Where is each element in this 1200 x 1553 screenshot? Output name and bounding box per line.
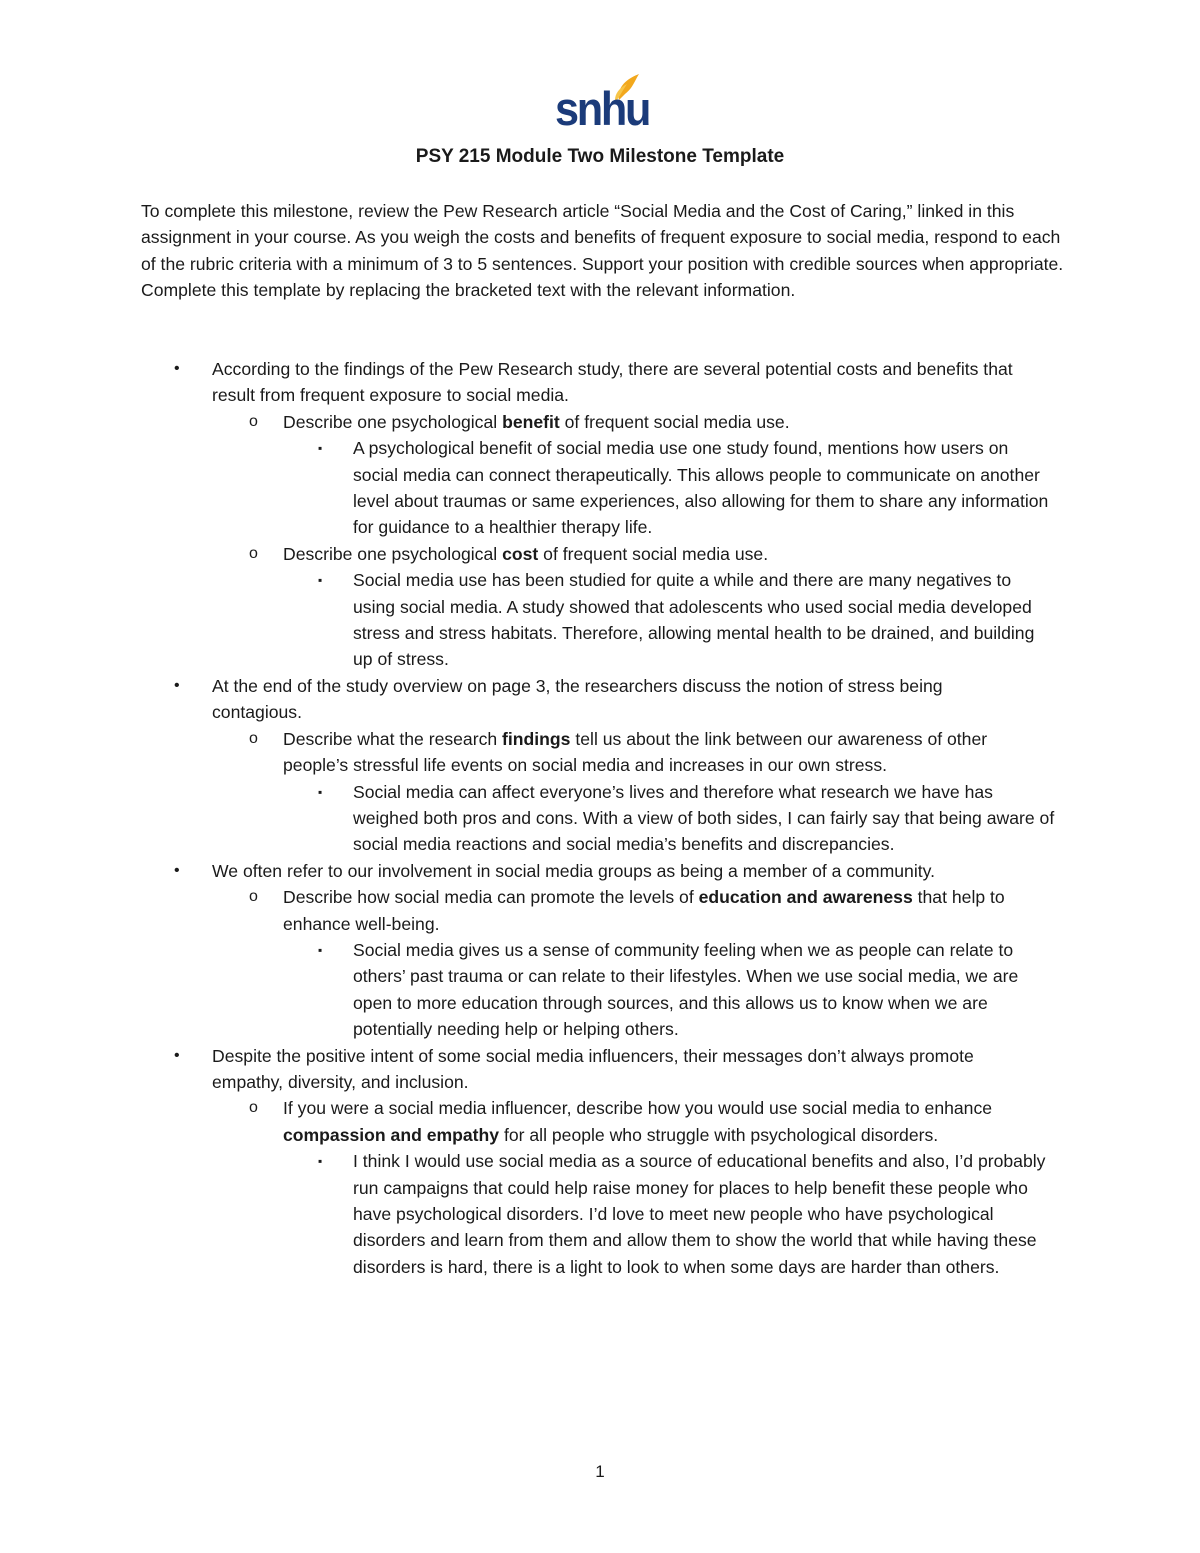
square-marker: ▪ bbox=[318, 573, 323, 588]
logo-wordmark: snhu bbox=[555, 82, 650, 135]
intro-paragraph: To complete this milestone, review the Pew Research article “Social Media and the Cost of Caring,” linked in this assignment in your course. As you weigh the costs and benefits of frequent exposure to social media, respond to each of the rubric criteria with a minimum of 3 to 5 sentences. Support your position with credible sources when appropriate. Complete this template by replacing the bracketed text with the relevant information. bbox=[141, 201, 1064, 301]
criterion-prompt: Despite the positive intent of some social media influencers, their messages don’t always promote empathy, diversity, and inclusion. bbox=[212, 1045, 974, 1092]
sub-prompt-bold: findings bbox=[502, 728, 571, 749]
answer-text: Social media can affect everyone’s lives and therefore what research we have has weighed both pros and cons. With a view of both sides, I can fairly say that being aware of social media reactions and social media’s benefits and discrepancies. bbox=[353, 781, 1055, 855]
document-title: PSY 215 Module Two Milestone Template bbox=[415, 146, 785, 167]
sub-item bbox=[0, 726, 1043, 779]
answer-text: Social media use has been studied for quite a while and there are many negatives to using social media. A study showed that adolescents who used social media developed stress and stress habitats. Therefore, allowing mental health to be drained, and building up of stress. bbox=[353, 570, 1035, 670]
sub-marker: o bbox=[249, 412, 258, 430]
answer-text: Social media gives us a sense of community feeling when we as people can relate to others’ past trauma or can relate to their lifestyles. When we use social media, we are open to more education through sources, and this allows us to know when we are potentially needing help or helping others. bbox=[353, 939, 1019, 1040]
sub-marker: o bbox=[249, 888, 258, 906]
answer-item bbox=[0, 779, 1058, 858]
bullet-item bbox=[0, 673, 1032, 726]
sub-prompt-pre: Describe one psychological bbox=[283, 543, 503, 564]
sub-marker: o bbox=[249, 1099, 258, 1117]
bullet-marker: • bbox=[174, 1046, 180, 1064]
bullet-item bbox=[0, 1043, 1032, 1096]
sub-prompt-bold: education and awareness bbox=[698, 887, 913, 908]
sub-prompt-pre: Describe what the research bbox=[283, 728, 503, 749]
sub-prompt-post: of frequent social media use. bbox=[538, 543, 769, 564]
answer-item bbox=[0, 567, 1058, 673]
sub-prompt-pre: Describe how social media can promote the levels of bbox=[283, 887, 699, 908]
criterion-prompt: At the end of the study overview on page 3, the researchers discuss the notion of stress being contagious. bbox=[212, 675, 943, 723]
bullet-item bbox=[0, 858, 1032, 884]
bullet-item bbox=[0, 356, 1032, 409]
bullet-marker: • bbox=[174, 360, 180, 377]
answer-item bbox=[0, 937, 1058, 1043]
square-marker: ▪ bbox=[318, 441, 323, 456]
sub-item bbox=[0, 409, 1043, 435]
criterion-prompt: According to the findings of the Pew Research study, there are several potential costs and benefits that result from frequent exposure to social media. bbox=[212, 359, 1013, 406]
sub-marker: o bbox=[249, 544, 258, 562]
bullet-marker: • bbox=[174, 861, 180, 879]
sub-prompt-post: of frequent social media use. bbox=[559, 411, 790, 432]
sub-prompt-pre: If you were a social media influencer, describe how you would use social media to enhance bbox=[283, 1098, 993, 1119]
sub-prompt-pre: Describe one psychological bbox=[283, 411, 503, 432]
square-marker: ▪ bbox=[318, 1154, 323, 1169]
sub-prompt-post: tell us about the link between our awareness of other people’s stressful life events on social media and increases in our own stress. bbox=[283, 728, 988, 776]
answer-text: A psychological benefit of social media use one study found, mentions how users on social media can connect therapeutically. This allows people to communicate on another level about traumas or same experiences, also allowing for them to share any information for guidance to a healthier therapy life. bbox=[353, 438, 1049, 538]
milestone-outline bbox=[0, 356, 1200, 1280]
sub-prompt-bold: benefit bbox=[502, 411, 560, 432]
answer-item bbox=[0, 1148, 1058, 1280]
sub-prompt-bold: cost bbox=[502, 543, 539, 564]
sub-item bbox=[0, 1095, 1043, 1148]
sub-item bbox=[0, 541, 1043, 567]
snhu-logo bbox=[555, 72, 650, 135]
sub-prompt-post: for all people who struggle with psychological disorders. bbox=[499, 1124, 939, 1145]
answer-text: I think I would use social media as a source of educational benefits and also, I’d probably run campaigns that could help raise money for places to help benefit these people who have psychological disorders. I’d love to meet new people who have psychological disorders and learn from them and allow them to show the world that while having these disorders is hard, there is a light to look to when some days are harder than others. bbox=[353, 1151, 1046, 1277]
bullet-marker: • bbox=[174, 676, 180, 694]
sub-prompt-post: that help to enhance well-being. bbox=[283, 887, 1005, 934]
square-marker: ▪ bbox=[318, 942, 323, 957]
page-number: 1 bbox=[595, 1462, 605, 1481]
sub-marker: o bbox=[249, 729, 258, 747]
answer-item bbox=[0, 435, 1058, 541]
square-marker: ▪ bbox=[318, 784, 323, 799]
criterion-prompt: We often refer to our involvement in social media groups as being a member of a community. bbox=[212, 860, 935, 881]
sub-item bbox=[0, 884, 1043, 937]
sub-prompt-bold: compassion and empathy bbox=[283, 1124, 500, 1145]
